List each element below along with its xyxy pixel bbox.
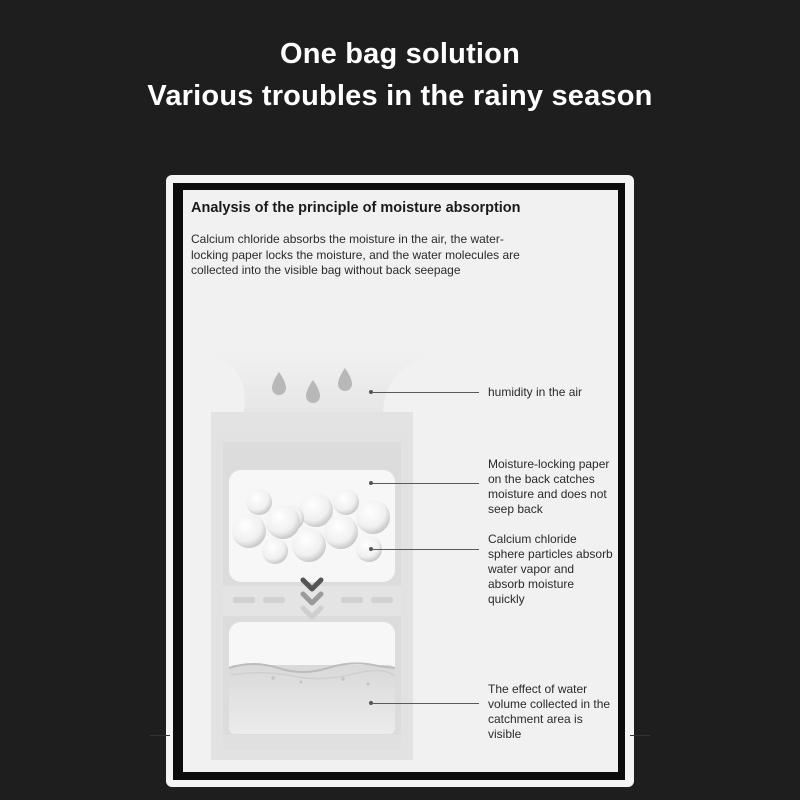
callout-water-collected: The effect of water volume collected in the catchment area is visible (488, 682, 611, 741)
collected-water (229, 665, 395, 734)
info-panel (183, 190, 618, 772)
callout-leader (373, 703, 479, 704)
callout-leader (373, 483, 479, 484)
headline-line-1: One bag solution (279, 38, 521, 70)
air-funnel (203, 350, 443, 415)
divider (630, 735, 650, 736)
panel-title: Analysis of the principle of moisture absorption (191, 200, 521, 216)
headline-line-2: Various troubles in the rainy season (147, 80, 653, 112)
callout-moisture-locking-paper: Moisture-locking paper on the back catches moisture and does not seep back (488, 457, 610, 516)
callout-calcium-chloride: Calcium chloride sphere particles absorb water vapor and absorb moisture quickly (488, 532, 613, 606)
callout-leader (373, 549, 479, 550)
bag-collar (211, 412, 413, 430)
callout-humidity: humidity in the air (488, 385, 583, 399)
divider (150, 735, 170, 736)
callout-leader (373, 392, 479, 393)
panel-description: Calcium chloride absorbs the moisture in the air, the water-locking paper locks the moisture, and the water molecules are collected into the visible bag without back seepage (191, 232, 520, 277)
